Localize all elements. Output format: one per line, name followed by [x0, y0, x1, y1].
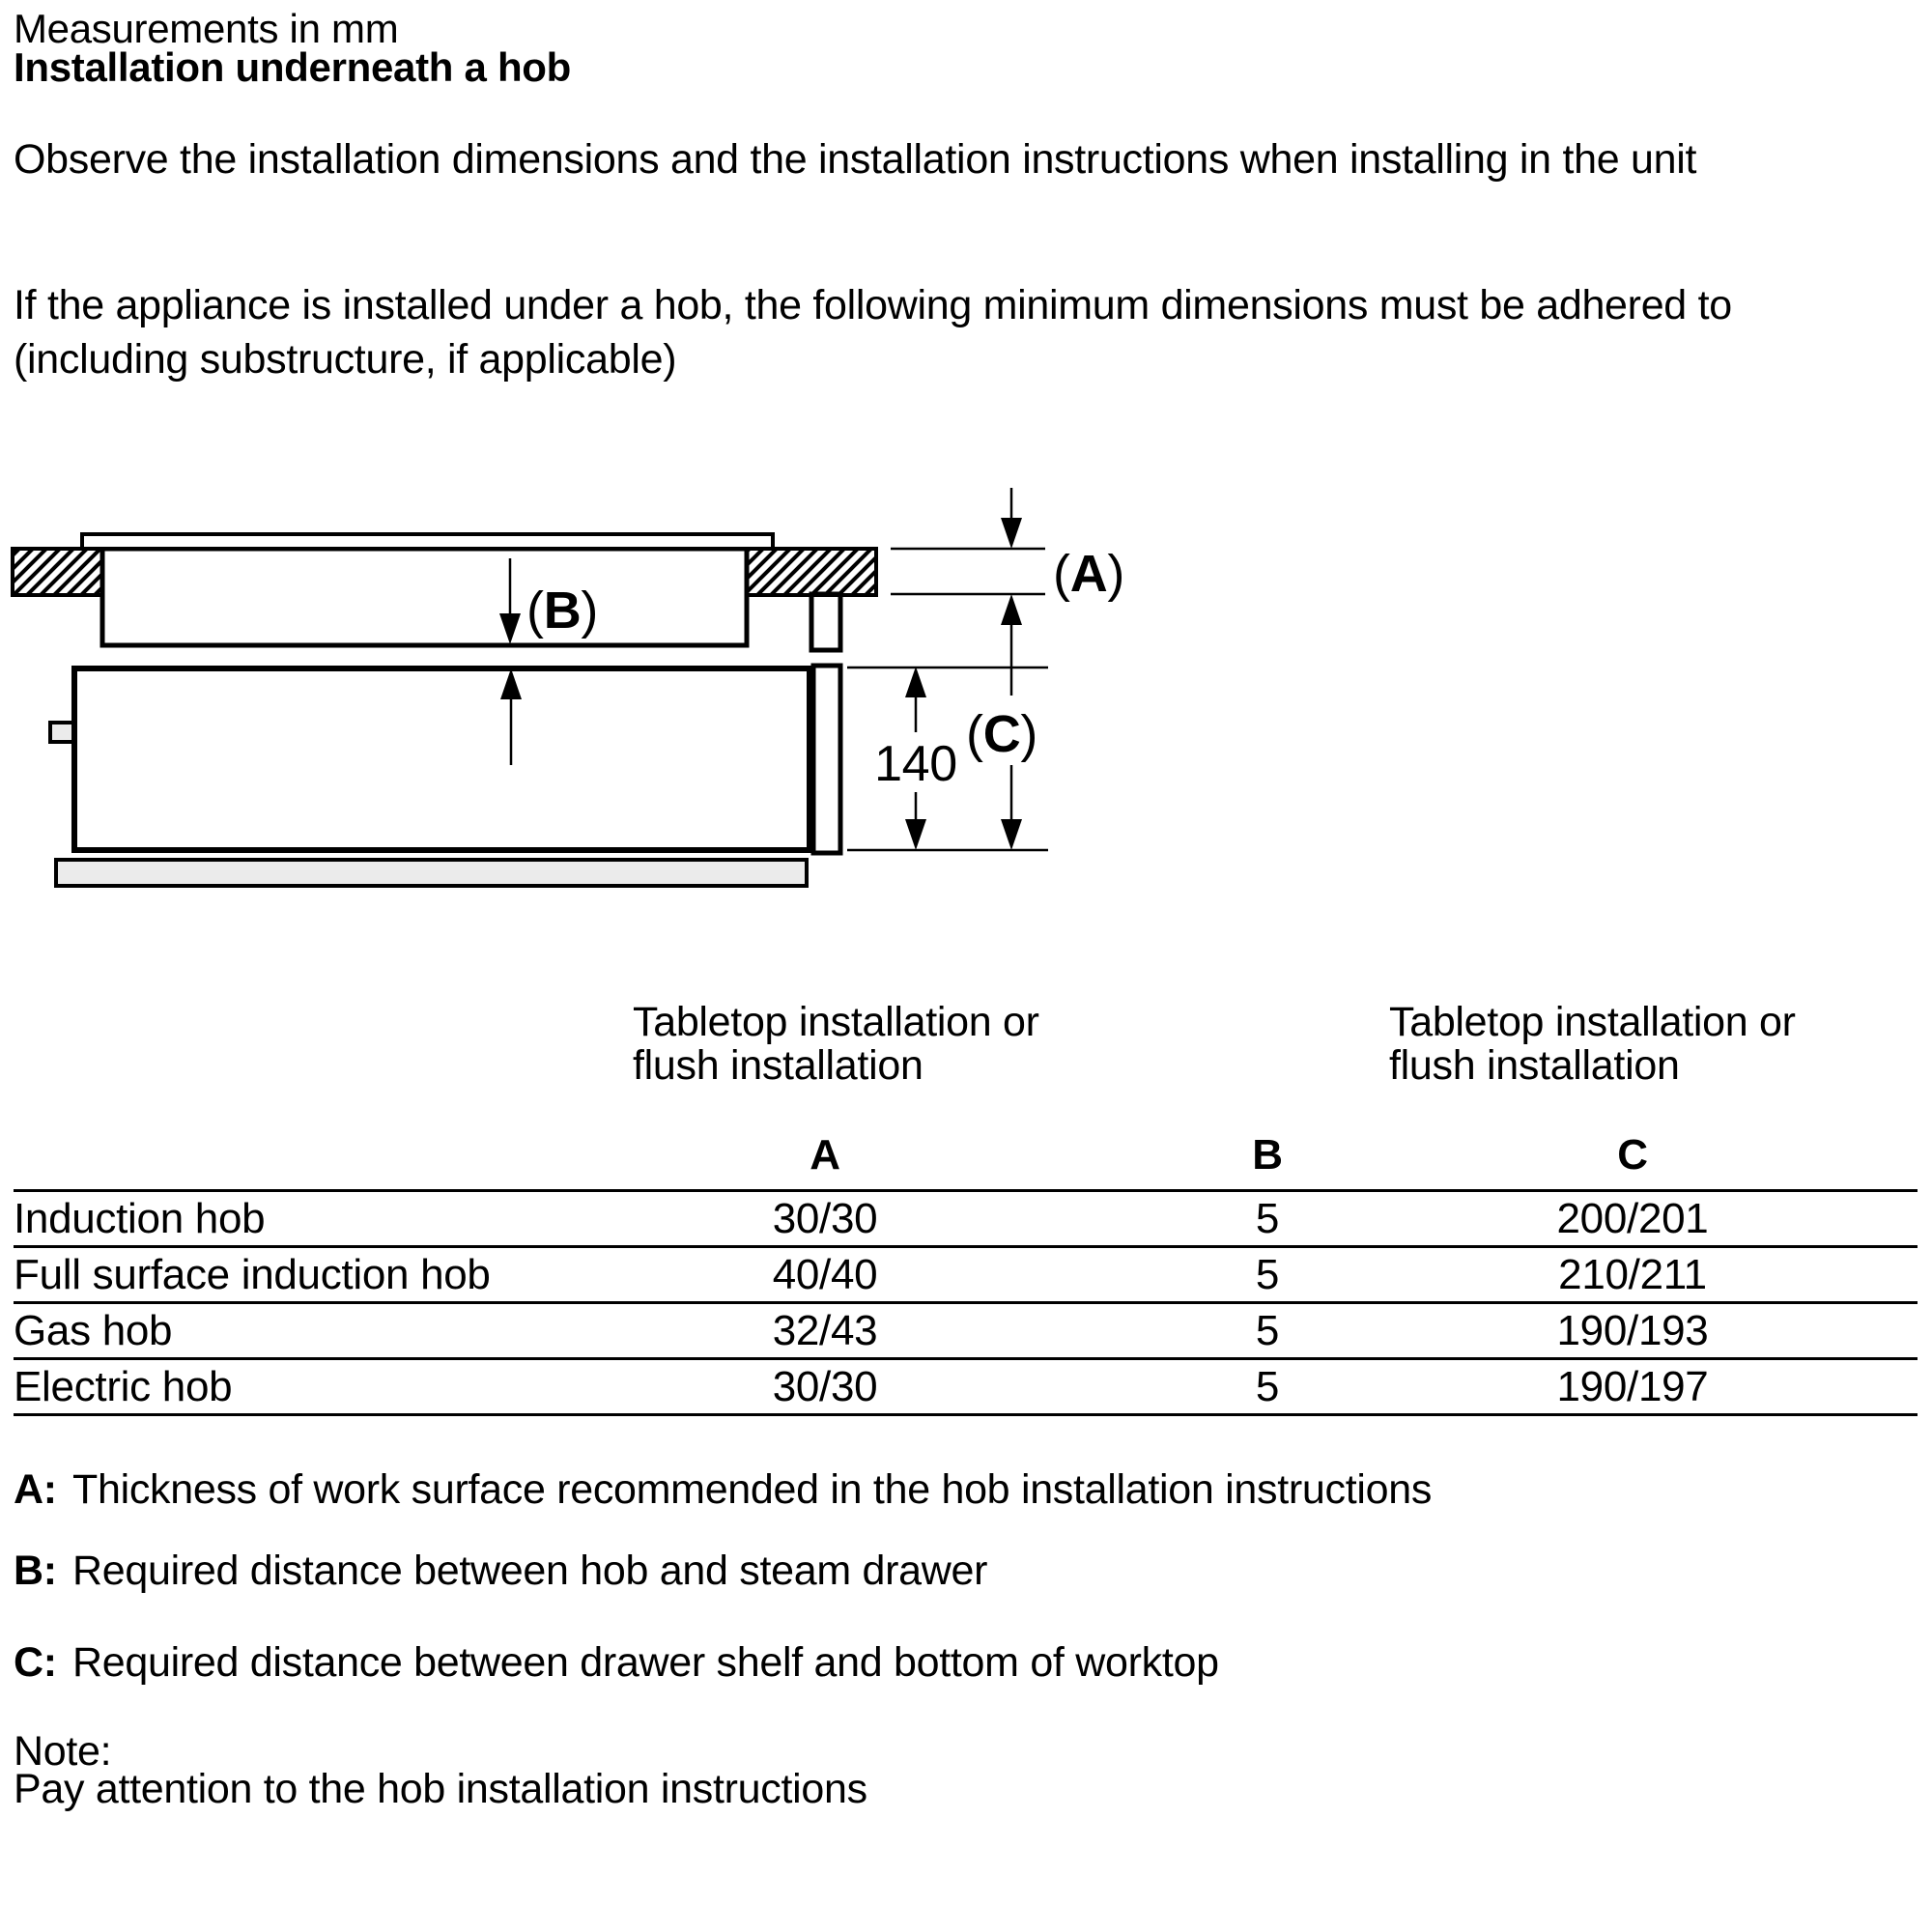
value-c: 190/193	[1348, 1303, 1918, 1359]
value-c: 190/197	[1348, 1359, 1918, 1415]
value-b: 5	[1187, 1247, 1348, 1303]
legend-text-a: Thickness of work surface recommended in the hob installation instructions	[72, 1466, 1433, 1513]
intro-paragraph-1: Observe the installation dimensions and the installation instructions when installing in the unit	[14, 136, 1697, 183]
value-c: 210/211	[1348, 1247, 1918, 1303]
legend-item-a	[14, 1466, 1432, 1514]
hob-fixing-box-shape	[811, 594, 840, 650]
dimension-b-label: (B)	[526, 582, 599, 639]
measurements-unit-label: Measurements in mm	[14, 6, 399, 51]
row-label: Electric hob	[14, 1359, 463, 1415]
legend-text-c: Required distance between drawer shelf and bottom of worktop	[72, 1639, 1219, 1686]
dimension-a-label: (A)	[1053, 545, 1125, 603]
legend-item-b	[14, 1548, 987, 1595]
value-a: 40/40	[463, 1247, 1187, 1303]
steam-drawer-shape	[74, 668, 810, 850]
dimension-c-label: (C)	[966, 705, 1038, 763]
dimension-c-arrow	[1001, 765, 1022, 850]
dimension-table	[14, 1121, 1918, 1416]
table-group-header-left: Tabletop installation or flush installation	[633, 999, 1039, 1089]
row-label: Induction hob	[14, 1191, 463, 1247]
base-plate-shape	[56, 860, 807, 886]
legend-key-c: C:	[14, 1639, 57, 1686]
table-group-header-right: Tabletop installation or flush installation	[1389, 999, 1796, 1089]
dimension-a-arrows	[1001, 488, 1022, 696]
value-a: 30/30	[463, 1359, 1187, 1415]
dimension-140-value: 140	[874, 736, 957, 792]
value-b: 5	[1187, 1359, 1348, 1415]
row-label: Gas hob	[14, 1303, 463, 1359]
table-header-c: C	[1348, 1121, 1918, 1191]
note-label: Note:	[14, 1728, 112, 1775]
hob-body-shape	[102, 549, 747, 645]
table-row	[14, 1359, 1918, 1415]
worktop-right-hatch	[747, 549, 876, 595]
value-b: 5	[1187, 1303, 1348, 1359]
row-label: Full surface induction hob	[14, 1247, 463, 1303]
table-row	[14, 1191, 1918, 1247]
note-block	[14, 1728, 867, 1812]
cross-section-drawing	[0, 367, 1130, 908]
drawer-tab-shape	[50, 723, 74, 742]
cabinet-side-panel-shape	[813, 666, 840, 853]
table-row	[14, 1247, 1918, 1303]
table-header-a: A	[463, 1121, 1187, 1191]
legend-text-b: Required distance between hob and steam drawer	[72, 1548, 988, 1594]
table-header-b: B	[1187, 1121, 1348, 1191]
table-header-row	[14, 1121, 1918, 1191]
value-a: 32/43	[463, 1303, 1187, 1359]
intro-paragraph-2: If the appliance is installed under a hob, the following minimum dimensions must be adhered to (including substructure, if applicable)	[14, 282, 1732, 383]
value-a: 30/30	[463, 1191, 1187, 1247]
legend-key-a: A:	[14, 1466, 57, 1513]
installation-diagram	[0, 367, 1130, 908]
table-header-empty	[14, 1121, 463, 1191]
legend-key-b: B:	[14, 1548, 57, 1594]
legend-item-c	[14, 1639, 1219, 1687]
value-c: 200/201	[1348, 1191, 1918, 1247]
note-text: Pay attention to the hob installation instructions	[14, 1766, 867, 1812]
value-b: 5	[1187, 1191, 1348, 1247]
hob-glass-plate-shape	[82, 534, 773, 549]
table-row	[14, 1303, 1918, 1359]
worktop-left-hatch	[13, 549, 102, 595]
page-title: Installation underneath a hob	[14, 44, 572, 90]
